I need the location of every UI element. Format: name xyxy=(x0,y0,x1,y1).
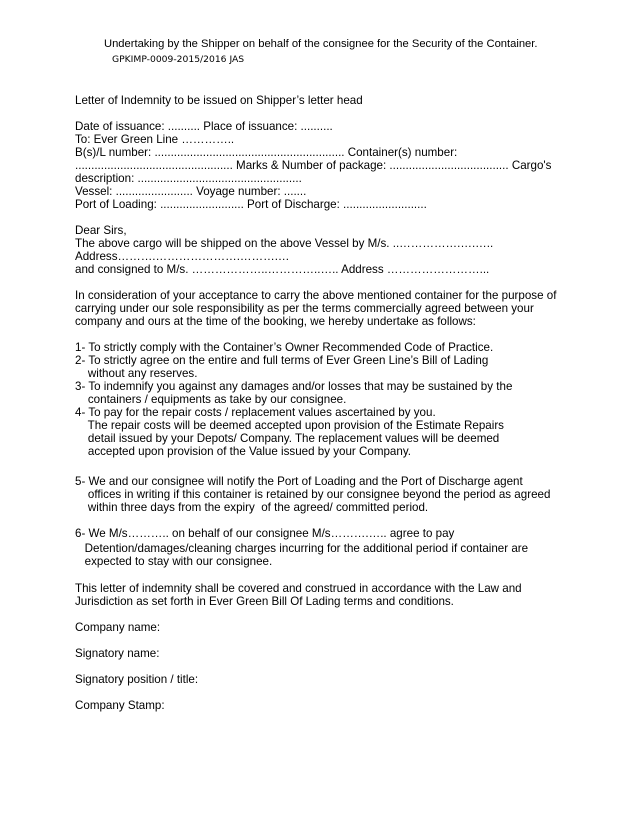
item6-line: 6- We M/s……….. on behalf of our consignee M/s……….….. agree to pay xyxy=(75,527,455,540)
undertaking-line: 1- To strictly comply with the Container’s Owner Recommended Code of Practice. xyxy=(75,341,494,354)
document-title: Undertaking by the Shipper on behalf of the consignee for the Security of the Container. xyxy=(104,38,538,50)
letterhead-note: Letter of Indemnity to be issued on Shipper’s letter head xyxy=(75,94,363,107)
company-name-label: Company name: xyxy=(75,621,161,634)
undertaking-line: 3- To indemnify you against any damages and/or losses that may be sustained by the xyxy=(75,380,513,393)
undertaking-line: accepted upon provision of the Value issued by your Company. xyxy=(75,445,411,458)
consideration-line: In consideration of your acceptance to carry the above mentioned container for the purpose of xyxy=(75,289,557,302)
field-description: description: ................................................... xyxy=(75,172,302,185)
item5-line: within three days from the expiry of the agreed/ committed period. xyxy=(75,501,429,514)
item5-line: offices in writing if this container is retained by our consignee beyond the period as agreed xyxy=(75,488,551,501)
company-stamp-label: Company Stamp: xyxy=(75,699,165,712)
consideration-line: carrying under our sole responsibility as per the terms commercially agreed between your xyxy=(75,302,534,315)
field-marks-numbers: ................................................. Marks & Number of package: ..................................... Cargo's xyxy=(75,159,552,172)
cargo-line: Address……….………………….……….… xyxy=(75,250,290,263)
item5-line: 5- We and our consignee will notify the Port of Loading and the Port of Discharge agent xyxy=(75,475,523,488)
jurisdiction-line: This letter of indemnity shall be covered and construed in accordance with the Law and xyxy=(75,582,522,595)
signatory-position-label: Signatory position / title: xyxy=(75,673,199,686)
undertaking-line: detail issued by your Depots/ Company. The replacement values will be deemed xyxy=(75,432,500,445)
field-ports: Port of Loading: .......................... Port of Discharge: .......................... xyxy=(75,198,427,211)
jurisdiction-line: Jurisdiction as set forth in Ever Green Bill Of Lading terms and conditions. xyxy=(75,595,454,608)
item6-line: Detention/damages/cleaning charges incurring for the additional period if container are xyxy=(75,542,529,555)
cargo-line: The above cargo will be shipped on the above Vessel by M/s. ..…………….….….. xyxy=(75,237,494,250)
salutation: Dear Sirs, xyxy=(75,224,127,237)
signatory-name-label: Signatory name: xyxy=(75,647,160,660)
field-date-place: Date of issuance: .......... Place of issuance: .......... xyxy=(75,120,333,133)
undertaking-line: 4- To pay for the repair costs / replacement values ascertained by you. xyxy=(75,406,436,419)
field-bl-number: B(s)/L number: ........................................................... Container(s) number: xyxy=(75,146,458,159)
item6-line: expected to stay with our consignee. xyxy=(75,555,273,568)
undertaking-line: without any reserves. xyxy=(75,367,198,380)
consideration-line: company and ours at the time of the booking, we hereby undertake as follows: xyxy=(75,315,476,328)
undertaking-line: The repair costs will be deemed accepted upon provision of the Estimate Repairs xyxy=(75,419,504,432)
undertaking-line: containers / equipments as take by our consignee. xyxy=(75,393,347,406)
field-to: To: Ever Green Line ………….. xyxy=(75,133,235,146)
field-vessel: Vessel: ........................ Voyage number: ....... xyxy=(75,185,307,198)
cargo-line: and consigned to M/s. ………………..…………..….. Address ……………………... xyxy=(75,263,490,276)
undertaking-line: 2- To strictly agree on the entire and full terms of Ever Green Line’s Bill of Lading xyxy=(75,354,489,367)
reference-code: GPKIMP-0009-2015/2016 JAS xyxy=(112,54,245,65)
